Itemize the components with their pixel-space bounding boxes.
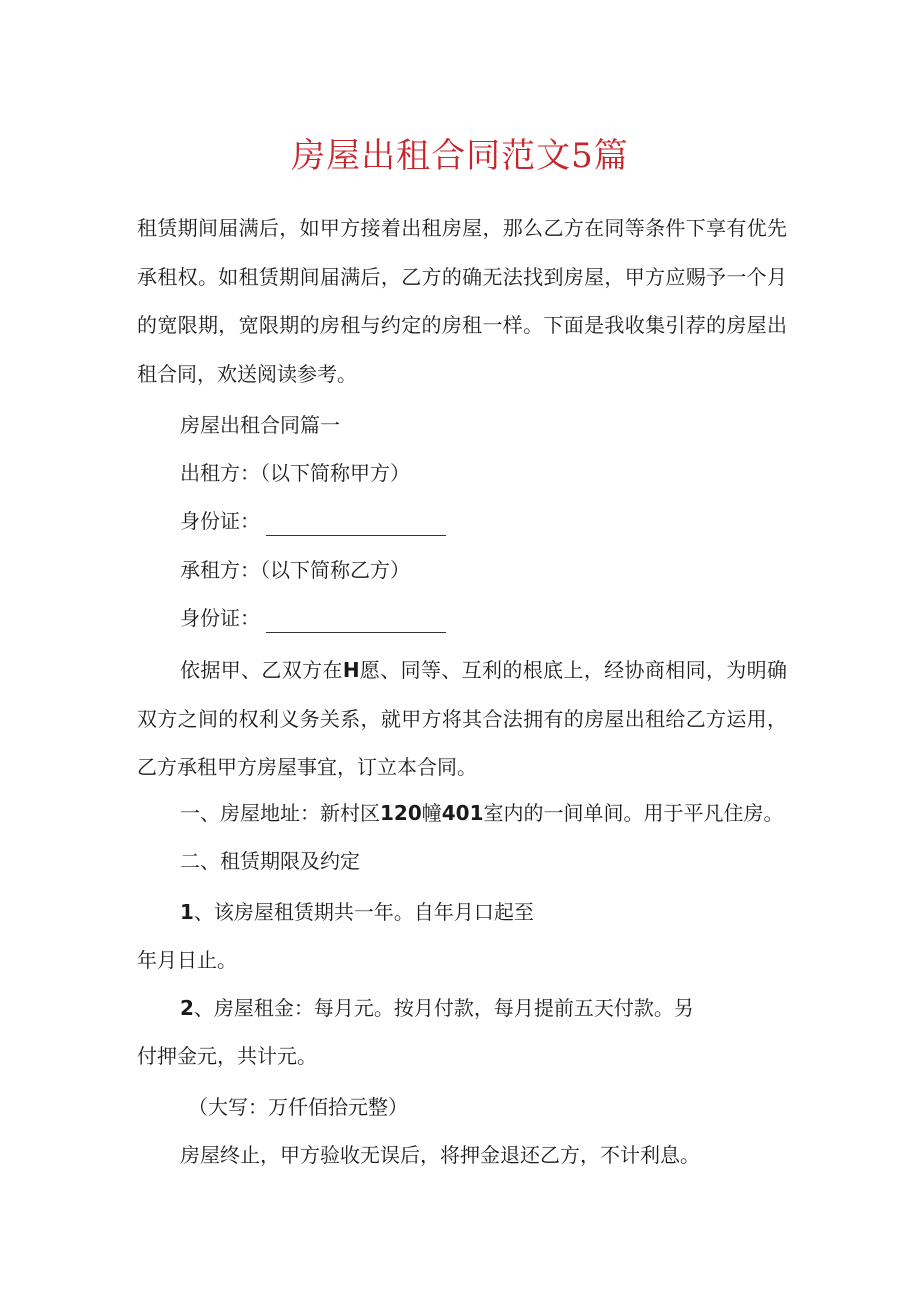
lessee-label: 承租方：（以下简称乙方） — [180, 558, 410, 582]
agreement-text-start: 依据甲、乙双方在 — [180, 658, 343, 682]
clause-1-room-number: 401 — [441, 801, 484, 825]
item-2-number: 2 — [180, 996, 194, 1020]
clause-1-mid: 幢 — [421, 801, 442, 825]
capital-note: （大写：万仟佰拾元整） — [188, 1095, 408, 1119]
agreement-text-end: 愿、同等、互利的根底上，经协商相同，为明确双方之间的权利义务关系，就甲方将其合法拥有的房屋出租给乙方运用，乙方承租甲方房屋事宜，订立本合同。 — [137, 658, 788, 779]
item-2-continued: 付押金元，共计元。 — [137, 1044, 317, 1068]
item-1-text: 、该房屋租赁期共一年。自年月口起至 — [193, 900, 534, 924]
agreement-h: H — [342, 658, 360, 682]
lessor-id-blank — [266, 515, 446, 536]
item-1 — [180, 897, 534, 927]
section-heading: 房屋出租合同篇一 — [180, 413, 340, 437]
item-1-continued: 年月日止。 — [137, 948, 237, 972]
lessor-label: 出租方：（以下简称甲方） — [180, 461, 410, 485]
clause-1 — [180, 798, 784, 828]
deposit-note: 房屋终止，甲方验收无误后，将押金退还乙方，不计利息。 — [180, 1143, 700, 1167]
lessor-id-row — [180, 506, 446, 536]
item-2 — [180, 993, 694, 1023]
document-title: 房屋出租合同范文5篇 — [291, 136, 629, 176]
intro-paragraph: 租赁期间届满后，如甲方接着出租房屋，那么乙方在同等条件下享有优先承租权。如租赁期间届满后，乙方的确无法找到房屋，甲方应赐予一个月的宽限期，宽限期的房租与约定的房租一样。下面是我收集引荐的房屋出租合同，欢送阅读参考。 — [137, 216, 787, 386]
clause-2: 二、租赁期限及约定 — [180, 849, 360, 873]
lessee-id-row — [180, 603, 446, 633]
clause-1-prefix: 一、房屋地址：新村区 — [180, 801, 380, 825]
clause-1-building-number: 120 — [380, 801, 422, 825]
item-2-text: 、房屋租金：每月元。按月付款，每月提前五天付款。另 — [193, 996, 694, 1020]
agreement-paragraph — [137, 646, 787, 792]
clause-1-suffix: 室内的一间单间。用于平凡住房。 — [483, 801, 784, 825]
lessee-id-blank — [266, 612, 446, 633]
lessee-id-label: 身份证： — [180, 606, 260, 630]
lessor-id-label: 身份证： — [180, 509, 260, 533]
item-1-number: 1 — [180, 900, 194, 924]
